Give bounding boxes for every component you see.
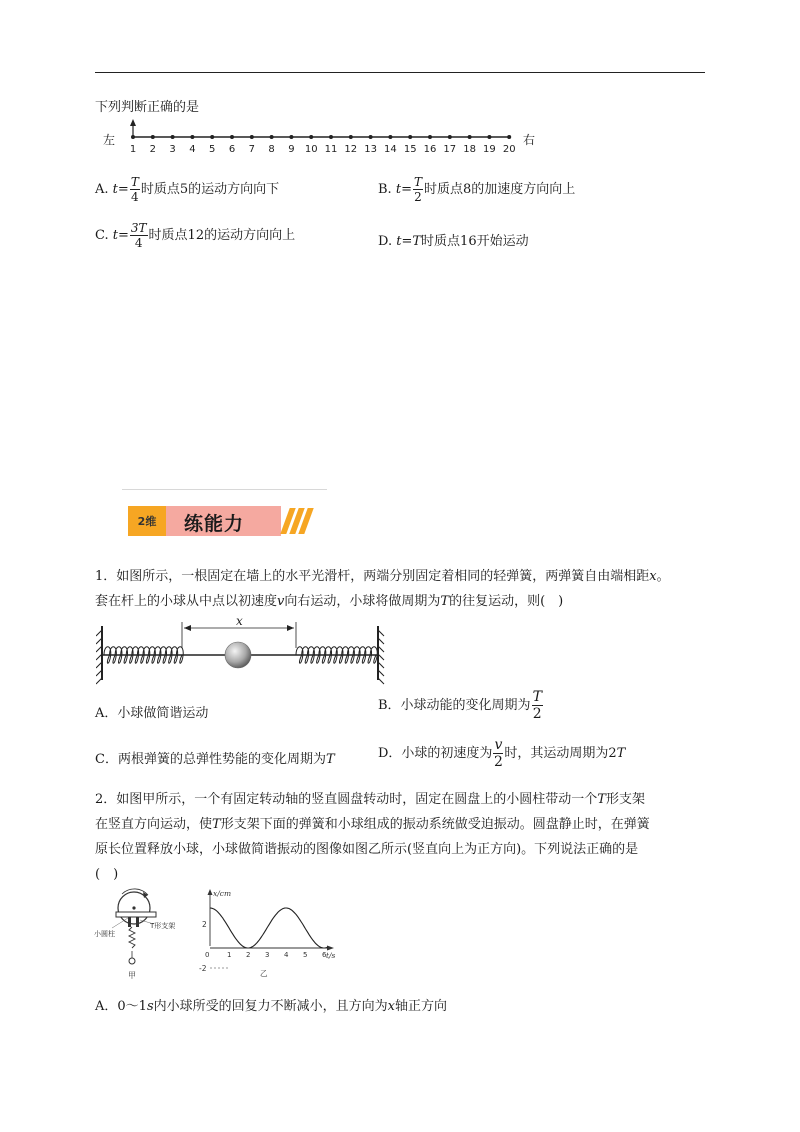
fraction [413, 176, 423, 203]
distance-label-x: x [236, 614, 243, 628]
axis-tick-label: 8 [268, 144, 275, 155]
axis-tick-label: 18 [463, 144, 476, 155]
x-tick-label: 5 [303, 951, 308, 959]
axis-tick-label: 2 [149, 144, 156, 155]
var-t: t [112, 228, 118, 243]
axis-tick-label: 13 [364, 144, 377, 155]
q2-option-a[interactable] [95, 995, 447, 1014]
x-tick-label: 2 [246, 951, 251, 959]
fraction-numerator: T [130, 175, 139, 189]
q2-text: 2．如图甲所示，一个有固定转动轴的竖直圆盘转动时，固定在圆盘上的小圆柱带动一个 [95, 792, 598, 807]
fraction [532, 690, 543, 721]
axis-point [349, 135, 353, 139]
axis-point [507, 135, 511, 139]
option-text: 时质点12的运动方向向上 [148, 228, 296, 243]
label-t-frame: T形支架 [150, 922, 176, 930]
spring-coil [104, 647, 183, 664]
var-x: x [387, 999, 395, 1014]
xt-graph-svg [196, 886, 346, 980]
option-text: B．小球动能的变化周期为 [378, 698, 531, 713]
axis-tick-label: 10 [304, 144, 318, 155]
disc-apparatus-figure [92, 886, 202, 980]
x-tick-label: 4 [284, 951, 289, 959]
q1-text: 向右运动，小球将做周期为 [284, 594, 441, 609]
fraction-numerator: T [413, 175, 422, 189]
q1-option-c[interactable] [95, 748, 335, 767]
option-text: 时，其运动周期为2 [504, 746, 617, 761]
axis-tick-label: 16 [423, 144, 437, 155]
fraction [493, 738, 503, 769]
var-t: t [112, 182, 118, 197]
axis-tick-label: 7 [248, 144, 255, 155]
var-x: x [649, 569, 657, 584]
axis-point [448, 135, 452, 139]
section-badge: 2维 [137, 515, 157, 528]
axis-point [329, 135, 333, 139]
axis-point [408, 135, 412, 139]
header-rule [95, 72, 705, 73]
position-axis-figure [95, 118, 545, 158]
axis-point [289, 135, 293, 139]
option-b[interactable] [378, 176, 575, 203]
axis-point [468, 135, 472, 139]
q1-option-b[interactable] [378, 690, 544, 721]
axis-point [428, 135, 432, 139]
axis-point [210, 135, 214, 139]
left-spring [104, 647, 183, 664]
section-title: 练能力 [184, 513, 245, 535]
var-T: T [325, 752, 335, 767]
caption-yi: 乙 [260, 969, 268, 978]
var-t: t [396, 234, 402, 249]
y-tick-neg2: -2 [199, 964, 207, 973]
option-a[interactable] [95, 176, 279, 203]
fraction-denominator: 4 [134, 236, 143, 250]
option-text: 时质点8的加速度方向向上 [423, 182, 576, 197]
y-axis-label: x/cm [213, 889, 232, 898]
equals-sign: = [117, 182, 129, 197]
q2-text: 在竖直方向运动，使 [95, 817, 213, 832]
axis-tick-label: 17 [443, 144, 457, 155]
question-lead: 下列判断正确的是 [95, 100, 200, 115]
q1-text: 。 [656, 569, 670, 584]
axis-tick-label: 6 [228, 144, 236, 155]
label-small-cylinder: 小圆柱 [94, 930, 115, 938]
q1-text: 套在杆上的小球从中点以初速度 [95, 594, 278, 609]
axis-point [131, 135, 135, 139]
var-T: T [616, 746, 626, 761]
option-text: D．小球的初速度为 [378, 746, 493, 761]
option-c[interactable] [95, 222, 295, 249]
q1-text: 的往复运动，则( ) [449, 594, 564, 609]
var-T: T [212, 817, 221, 832]
x-ticks-group [205, 951, 327, 959]
unit-s: s [146, 999, 154, 1014]
equals-sign: = [401, 182, 412, 197]
axis-tick-label: 5 [209, 144, 216, 155]
q1-option-d[interactable] [378, 738, 625, 769]
axis-point [250, 135, 254, 139]
option-d[interactable] [378, 230, 529, 249]
option-letter: D. [378, 234, 393, 249]
section-banner [128, 506, 298, 536]
option-letter: C. [95, 228, 109, 243]
q1-text: 1．如图所示，一根固定在墙上的水平光滑杆，两端分别固定着相同的轻弹簧，两弹簧自由端相距 [95, 569, 650, 584]
q2-line2 [95, 813, 650, 832]
axis-tick-label: 11 [324, 144, 338, 155]
q1-option-a[interactable]: A．小球做简谐运动 [95, 706, 209, 721]
axis-ticks-group [130, 135, 516, 155]
ball [225, 642, 251, 668]
equals-sign: = [401, 234, 413, 249]
fraction-denominator: 2 [414, 190, 422, 204]
q2-line1 [95, 788, 645, 807]
axis-point [270, 135, 274, 139]
q2-line3: 原长位置释放小球，小球做简谐振动的图像如图乙所示(竖直向上为正方向)。下列说法正确的是 [95, 842, 639, 857]
axis-tick-label: 19 [483, 144, 496, 155]
axis-point [190, 135, 194, 139]
var-T: T [412, 234, 422, 249]
axis-right-label: 右 [523, 133, 536, 147]
axis-point [487, 135, 491, 139]
x-tick-label: 3 [265, 951, 270, 959]
fraction-denominator: 4 [131, 190, 139, 204]
axis-tick-label: 1 [129, 144, 137, 155]
axis-tick-label: 9 [288, 144, 295, 155]
spring-figure-svg [96, 614, 386, 690]
fraction-denominator: 2 [493, 754, 503, 770]
var-T: T [597, 792, 606, 807]
var-t: t [395, 182, 402, 197]
x-tick-label: 0 [205, 951, 210, 959]
option-text: 轴正方向 [394, 999, 447, 1014]
option-text: 时质点16开始运动 [421, 234, 529, 249]
x-axis-label: t/s [326, 951, 336, 960]
q1-line2 [95, 590, 563, 609]
q1-line1 [95, 565, 670, 584]
axis-tick-label: 3 [169, 144, 176, 155]
section-divider [122, 489, 327, 490]
position-axis-svg [95, 118, 545, 158]
option-letter: A. [95, 182, 109, 197]
x-tick-label: 1 [227, 951, 232, 959]
option-letter: B. [378, 182, 392, 197]
axis-tick-label: 14 [384, 144, 397, 155]
option-text: 时质点5的运动方向向下 [140, 182, 280, 197]
axis-left-label: 左 [103, 133, 116, 147]
fraction-numerator: v [494, 737, 503, 753]
sine-curve [210, 908, 328, 948]
fraction-numerator: T [532, 689, 542, 705]
y-tick-2: 2 [202, 920, 207, 929]
option-text: C．两根弹簧的总弹性势能的变化周期为 [95, 752, 326, 767]
axis-tick-label: 12 [344, 144, 358, 155]
axis-tick-label: 15 [403, 144, 417, 155]
axis-tick-label: 20 [502, 144, 516, 155]
axis-tick-label: 4 [189, 144, 196, 155]
equals-sign: = [118, 228, 129, 243]
option-text: A．0～1 [95, 999, 147, 1014]
fraction-numerator: 3T [130, 221, 147, 235]
option-text: 内小球所受的回复力不断减小，且方向为 [153, 999, 388, 1014]
axis-point [369, 135, 373, 139]
xt-graph-figure [196, 886, 346, 980]
axis-point [230, 135, 234, 139]
var-v: v [277, 594, 285, 609]
axis-point [309, 135, 313, 139]
var-T: T [440, 594, 450, 609]
axis-point [388, 135, 392, 139]
q2-text: 形支架下面的弹簧和小球组成的振动系统做受迫振动。圆盘静止时，在弹簧 [220, 817, 650, 832]
q2-text: 形支架 [605, 792, 645, 807]
caption-jia: 甲 [128, 971, 136, 980]
fraction-denominator: 2 [532, 706, 542, 722]
fraction [130, 176, 140, 203]
axis-point [171, 135, 175, 139]
axis-point [151, 135, 155, 139]
spring-figure [96, 614, 386, 690]
fraction [130, 222, 148, 249]
disc-apparatus-svg [92, 886, 202, 980]
x-tick-label: 6 [322, 951, 327, 959]
q2-line4: ( ) [95, 867, 119, 882]
